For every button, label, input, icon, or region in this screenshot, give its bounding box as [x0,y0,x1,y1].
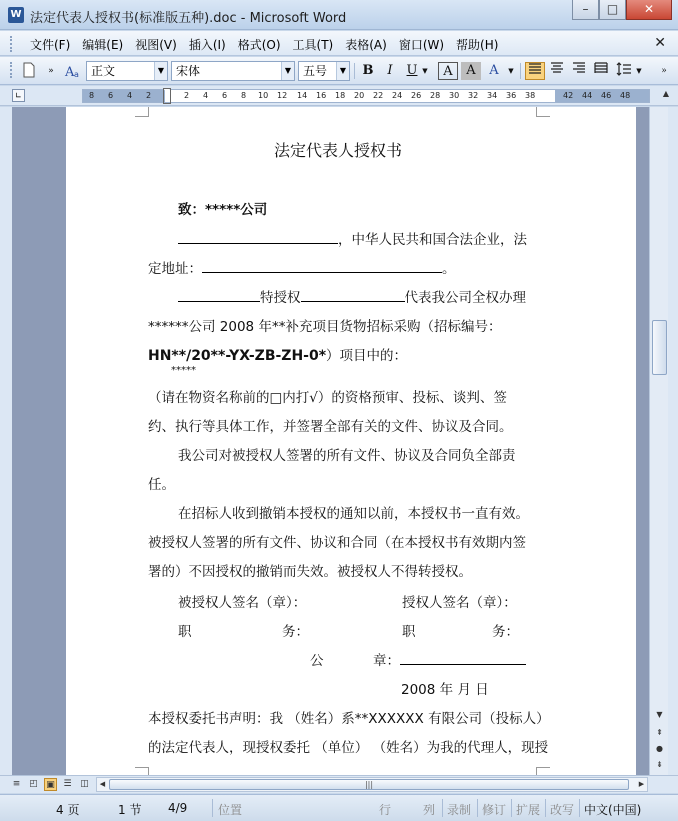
ruler-tick: 30 [449,91,460,100]
line-spacing-button[interactable] [614,62,634,80]
ruler-tick: 44 [582,91,593,100]
menu-edit[interactable]: 编辑(E) [82,38,124,52]
status-divider [477,799,478,817]
horizontal-scrollbar[interactable] [96,777,648,792]
normal-view-icon[interactable]: ≡ [12,779,21,789]
underline-button[interactable]: U [406,63,418,78]
tab-stop-selector[interactable]: ∟ [12,89,25,102]
ruler-tick: 38 [525,91,536,100]
tender-number: HN**/20**-YX-ZB-ZH-0* [148,348,327,364]
print-layout-view-icon[interactable]: ▣ [44,778,57,791]
doc-text: ，中华人民共和国合法企业，法 [338,232,527,248]
align-justify-button[interactable] [525,62,545,80]
align-center-button[interactable] [547,62,567,80]
distributed-align-button[interactable] [591,62,611,80]
menu-bar [0,31,678,56]
formatting-toolbar [0,57,678,85]
blank-underline [178,231,338,244]
chevron-down-icon[interactable]: ▼ [281,62,294,80]
toolbar-options-icon[interactable]: » [661,66,667,76]
window-title: 法定代表人授权书(标准版五种).doc - Microsoft Word [30,11,347,26]
doc-text: 定地址： [148,261,202,277]
underline-dropdown-icon[interactable]: ▼ [422,67,428,75]
ruler-tick: 24 [392,91,403,100]
status-rec[interactable]: 录制 [447,803,472,817]
style-select-value: 正文 [91,64,116,78]
doc-line-12: 被授权人签署的所有文件、协议和合同（在本授权书有效期内签 [148,535,526,551]
blank-underline [178,289,260,302]
menu-file[interactable]: 文件(F) [30,38,71,52]
sig-left: 被授权人签名（章）： [178,595,307,611]
status-section[interactable]: 1 节 [118,803,142,817]
doc-line-2 [148,257,538,277]
ruler-tick: 26 [411,91,422,100]
style-select[interactable] [86,61,168,81]
next-page-icon[interactable]: ⇟ [656,760,663,769]
status-divider [212,799,213,817]
scroll-down-arrow-icon[interactable]: ▼ [656,710,663,719]
web-layout-view-icon[interactable]: ◰ [29,779,38,789]
ruler-tick: 36 [506,91,517,100]
duty-left-a: 职 [178,624,192,640]
chevron-down-icon[interactable]: ▼ [154,62,167,80]
bold-button[interactable]: B [362,63,374,78]
italic-button[interactable]: I [387,63,393,78]
previous-page-icon[interactable]: ⇞ [656,728,663,737]
close-document-button[interactable]: ✕ [654,35,666,51]
ruler-left-margin [83,90,165,102]
menubar-grip[interactable] [10,36,13,52]
ruler-tick: 10 [258,91,269,100]
ruler-tick: 8 [241,91,247,100]
ruler-scroll-up-icon[interactable]: ▲ [662,89,670,98]
browse-object-icon[interactable]: ● [656,744,663,753]
ruler-tick: 28 [430,91,441,100]
margin-corner-mark [536,767,550,775]
ruler-tick: 6 [108,91,114,100]
status-ovr[interactable]: 改写 [550,803,575,817]
status-column[interactable]: 列 [423,803,436,817]
status-language[interactable]: 中文(中国) [584,803,642,817]
toolbar-separator [520,63,521,79]
doc-text: ）项目中的： [326,348,408,364]
ruler-tick: 22 [373,91,384,100]
ruler-tick: 12 [277,91,288,100]
right-frame [668,107,678,775]
toolbar-separator [354,63,355,79]
maximize-button[interactable]: □ [599,0,626,20]
blank-underline [202,260,442,273]
margin-corner-mark [135,767,149,775]
doc-to-line: 致：*****公司 [178,202,268,218]
window-controls [572,0,672,21]
status-position[interactable]: 位置 [218,803,243,817]
toolbar-grip[interactable] [10,62,13,78]
svg-text:a: a [74,70,79,79]
scroll-left-icon[interactable]: ◀ [99,780,106,788]
status-page[interactable]: 4 页 [56,803,80,817]
ruler-tick: 2 [146,91,152,100]
blank-underline [400,652,526,665]
doc-line-5 [148,344,538,364]
doc-text: 特授权 [260,290,301,306]
styles-pane-icon[interactable] [64,62,82,80]
ruler-row [0,86,678,106]
view-and-hscroll-row [0,775,678,793]
doc-line-10: 任。 [148,477,175,493]
doc-line-6: ***** [171,365,196,376]
status-bar [0,794,678,821]
ruler-tick: 2 [184,91,190,100]
ruler-tick: 42 [563,91,574,100]
chevron-down-icon[interactable]: ▼ [636,67,642,75]
blank-underline [301,289,405,302]
ruler-tick: 8 [89,91,95,100]
status-trk[interactable]: 修订 [482,803,507,817]
ruler-tick: 34 [487,91,498,100]
vertical-scroll-thumb[interactable] [652,320,667,375]
status-divider [545,799,546,817]
menu-tools[interactable]: 工具(T) [292,38,334,52]
font-select-value: 宋体 [176,64,201,78]
menu-help[interactable]: 帮助(H) [456,38,499,52]
first-line-indent-marker[interactable] [163,88,171,104]
date-line: 2008 年 月 日 [401,682,489,698]
status-divider [511,799,512,817]
vertical-scrollbar[interactable] [649,107,668,775]
document-workspace [12,107,649,775]
doc-line-11: 在招标人收到撤销本授权的通知以前，本授权书一直有效。 [178,506,529,522]
ruler-tick: 20 [354,91,365,100]
toolbar-overflow-icon[interactable]: » [48,66,54,76]
ruler-tick: 16 [316,91,327,100]
seal-line [373,649,649,669]
menu-window[interactable]: 窗口(W) [398,38,445,52]
ruler-tick: 32 [468,91,479,100]
outline-view-icon[interactable]: ☰ [63,779,72,789]
ruler-tick: 18 [335,91,346,100]
doc-line-4: ******公司 2008 年**补充项目货物招标采购（招标编号： [148,319,502,335]
menu-view[interactable]: 视图(V) [135,38,177,52]
doc-text: 章： [373,653,400,669]
title-bar [0,0,678,30]
minimize-button[interactable]: – [572,0,599,20]
scroll-right-icon[interactable]: ▶ [638,780,645,788]
duty-right-a: 职 [402,624,416,640]
font-select[interactable] [171,61,295,81]
seal-a: 公 [310,653,324,669]
doc-line-8: 约、执行等具体工作，并签署全部有关的文件、协议及合同。 [148,419,513,435]
horizontal-scroll-thumb[interactable]: ||| [109,779,629,790]
ruler-tick: 46 [601,91,612,100]
char-shading-button[interactable]: A [461,62,481,80]
new-document-icon[interactable] [20,62,38,80]
duty-right-b: 务： [492,624,519,640]
reading-layout-view-icon[interactable]: ◫ [80,779,89,789]
doc-line-13: 署的）不因授权的撤销而失效。被授权人不得转授权。 [148,564,472,580]
ruler-tick: 6 [222,91,228,100]
menu-insert[interactable]: 插入(I) [188,38,226,52]
font-size-value: 五号 [303,64,328,78]
sig-right: 授权人签名（章）： [402,595,517,611]
document-page[interactable] [66,107,636,775]
ruler-tick: 48 [620,91,631,100]
font-size-select[interactable] [298,61,350,81]
ruler-tick: 14 [297,91,308,100]
align-right-button[interactable] [569,62,589,80]
close-window-button[interactable]: ✕ [626,0,672,20]
menu-format[interactable]: 格式(O) [237,38,281,52]
margin-corner-mark [135,107,149,117]
status-divider [579,799,580,817]
vertical-ruler-area [0,107,12,775]
declaration-line-2: 的法定代表人，现授权委托 （单位） （姓名）为我的代理人，现授 [148,740,549,756]
doc-line-7: （请在物资名称前的□内打√）的资格预审、投标、谈判、签 [148,390,507,406]
status-ext[interactable]: 扩展 [516,803,541,817]
ruler-tick: 4 [203,91,209,100]
horizontal-ruler[interactable] [82,89,650,103]
doc-text: 代表我公司全权办理 [404,290,526,306]
doc-line-1 [178,228,568,248]
char-scale-button[interactable]: A [489,63,499,78]
duty-left-b: 务： [282,624,309,640]
doc-line-9: 我公司对被授权人签署的所有文件、协议及合同负全部责 [178,448,516,464]
doc-text: 。 [442,261,456,277]
status-page-of[interactable]: 4/9 [168,801,188,815]
margin-corner-mark [536,107,550,117]
declaration-line-1: 本授权委托书声明：我 （姓名）系**XXXXXX 有限公司（投标人） [148,711,550,727]
word-app-icon[interactable]: W [8,7,24,23]
ruler-tick: 4 [127,91,133,100]
status-line[interactable]: 行 [379,803,392,817]
menu-table[interactable]: 表格(A) [345,38,387,52]
chevron-down-icon[interactable]: ▼ [336,62,349,80]
doc-line-3 [178,286,568,306]
document-title: 法定代表人授权书 [274,141,403,160]
svg-text:A: A [65,65,75,80]
chevron-down-icon[interactable]: ▼ [508,67,514,75]
char-border-button[interactable]: A [438,62,458,80]
status-divider [442,799,443,817]
